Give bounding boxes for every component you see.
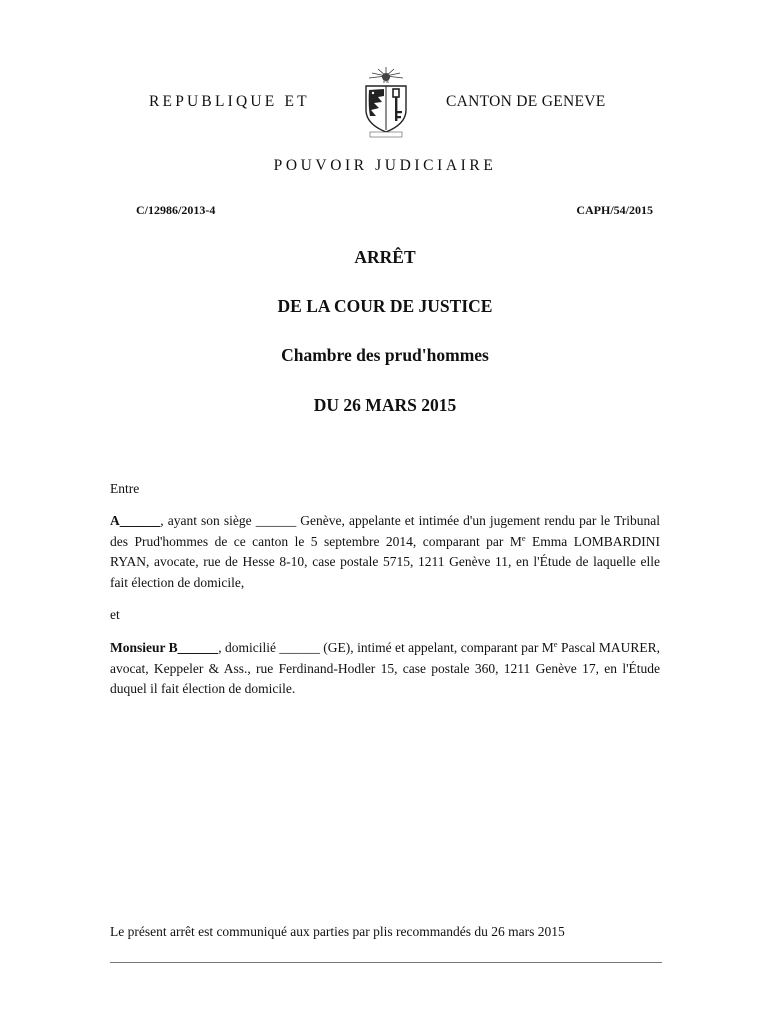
party-2-sup: e [553,639,558,649]
header-left: REPUBLIQUE ET [149,93,310,110]
party-2-name: Monsieur B______ [110,640,219,655]
document-title: ARRÊT [354,247,416,267]
case-reference: C/12986/2013-4 [136,203,216,217]
entre-label: Entre [110,481,140,496]
party-1-sup: e [521,532,526,543]
header-right: CANTON DE GENEVE [446,93,606,110]
party-1-text-b: Emma LOMBARDINI RYAN, avocate, rue de Hesse 8-10, case postale 5715, 1211 Genève 11, en l'Étude de laquelle elle fait élection de domicile, [110,533,660,590]
communication-note: Le présent arrêt est communiqué aux parties par plis recommandés du 26 mars 2015 [110,924,565,939]
court-name: DE LA COUR DE JUSTICE [277,296,493,316]
party-1-paragraph [110,511,660,593]
header-subtitle: POUVOIR JUDICIAIRE [273,157,497,174]
party-2-text-b: Pascal MAURER, avocat, Keppeler & Ass., rue Ferdinand-Hodler 15, case postale 360, 1211 Genève 17, en l'Étude duquel il fait élection de domicile. [110,640,661,696]
chamber-name: Chambre des prud'hommes [281,345,489,365]
party-2-text-a: , domicilié ______ (GE), intimé et appelant, comparant par M [218,640,554,655]
geneva-coat-of-arms-icon [360,66,412,138]
footer-divider [110,962,662,963]
party-1-text-a: , ayant son siège ______ Genève, appelante et intimée d'un jugement rendu par le Tribunal des Prud'hommes de ce canton le 5 septembre 2014, comparant par M [110,513,660,549]
decision-reference: CAPH/54/2015 [576,203,653,217]
svg-text:IHS: IHS [383,80,389,84]
party-2-paragraph [110,638,660,700]
party-1-name: A______ [110,513,161,528]
decision-date: DU 26 MARS 2015 [313,395,457,415]
et-label: et [110,607,120,622]
